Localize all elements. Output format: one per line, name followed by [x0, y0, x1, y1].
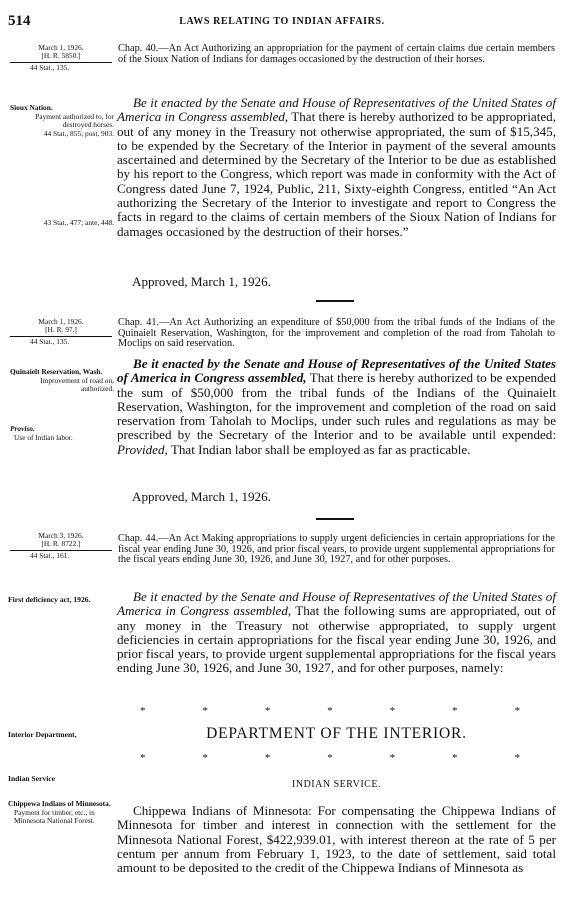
asterisk: *: [202, 752, 208, 764]
asterisk: *: [327, 705, 333, 717]
page-header: [8, 13, 556, 31]
chapter-44-heading: Chap. 44.—An Act Making appropriations to supply urgent deficiencies in certain appropriations for the fiscal year ending June 30, 1926, and prior fiscal years, to provide urgent supplemental appropriations for the fiscal years ending June 30, 1926, and June 30, 1927, and for other purposes.: [118, 533, 555, 566]
margin-note: Indian Service: [8, 774, 56, 783]
margin-note: Payment authorized to, for destroyed horses.: [35, 111, 114, 130]
asterisk: *: [140, 705, 146, 717]
chapter-41-body: [117, 357, 556, 457]
asterisk: *: [514, 752, 520, 764]
margin-note: Improvement of road on, authorized.: [40, 375, 114, 394]
proviso-word: Provided,: [117, 441, 168, 457]
asterisk: *: [264, 752, 271, 764]
chapter-44-stat: 44 Stat., 161.: [30, 550, 70, 560]
chapter-41-text: That there is hereby authorized to be expended the sum of $50,000 from the tribal funds of the Indians of the Quinaielt Reservation, Washington, for the improvement and completion of the road on said reservation from Taholah to Moclips, under such rules and regulations as may be prescribed by the Secretary of the Interior and to be available until expended:: [117, 370, 556, 443]
chapter-40-stat: 44 Stat., 135.: [30, 62, 70, 72]
chapter-40-margin-notes: [8, 104, 114, 138]
page-number: 514: [8, 13, 31, 29]
section-separator: [316, 518, 354, 520]
enacting-clause: Be it enacted by the Senate and House of Representatives of the United States of America in Congress assembled,: [117, 95, 556, 125]
asterisk: *: [452, 752, 458, 764]
enacting-clause: Be it enacted by the Senate and House of Representatives of the United States of America in Congress assembled,: [117, 356, 556, 386]
asterisk: *: [202, 705, 208, 717]
chapter-40-heading: Chap. 40.—An Act Authorizing an appropriation for the payment of certain claims due certain members of the Sioux Nation of Indians for damages occasioned by the destruction of their horses.: [118, 43, 555, 65]
chapter-41-margin-notes: [8, 368, 114, 394]
margin-note: Chippewa Indians of Minnesota.: [8, 799, 111, 808]
asterisk: *: [389, 705, 396, 717]
margin-note: 44 Stat., 855; post, 903.: [43, 128, 114, 138]
chapter-41-date: March 1, 1926.: [38, 317, 84, 326]
asterisk: *: [140, 752, 146, 764]
margin-note: Quinaielt Reservation, Wash.: [10, 367, 103, 376]
asterism-row: [140, 752, 520, 764]
chapter-41-citation: [10, 318, 112, 346]
chapter-44-text: That the following sums are appropriated, out of any money in the Treasury not otherwise appropriated, to supply urgent deficiencies in certain appropriations for the fiscal year ending June 30, 1926, and prior fiscal years, to provide urgent supplemental appropriations for the fiscal years ending June 30, 1926, and June 30, 1927, and for other purposes, namely:: [117, 603, 557, 676]
indian-service-heading: INDIAN SERVICE.: [292, 779, 381, 790]
chapter-40-citation: [10, 44, 112, 72]
margin-note: Sioux Nation.: [10, 103, 53, 112]
chapter-41-stat: 44 Stat., 135.: [30, 336, 70, 346]
chapter-44-date: March 3, 1926.: [38, 531, 84, 540]
chapter-41-proviso-notes: [8, 425, 114, 442]
margin-note: Proviso.: [10, 424, 35, 433]
running-title: LAWS RELATING TO INDIAN AFFAIRS.: [179, 16, 385, 27]
margin-note: Interior Department,: [8, 730, 77, 739]
enacting-clause: Be it enacted by the Senate and House of Representatives of the United States of America in Congress assembled,: [117, 589, 556, 619]
chapter-44-bill: [H. R. 8722.]: [41, 539, 81, 549]
asterisk: *: [327, 752, 333, 764]
chippewa-text: Chippewa Indians of Minnesota: For compensating the Chippewa Indians of Minnesota for timber and interest in connection with the settlement for the Minnesota National Forest, $422,939.01, with interest thereon at the rate of 5 per centum per annum from February 1, 1923, to the date of settlement, said total amount to be deposited to the credit of the Chippewa Indians of Minnesota as: [117, 803, 556, 876]
chapter-44-body: [117, 590, 556, 676]
margin-note: Use of Indian labor.: [14, 432, 73, 442]
section-separator: [316, 300, 354, 302]
chapter-41-bill: [H. R. 97.]: [45, 325, 77, 335]
chapter-41-approved: Approved, March 1, 1926.: [132, 489, 271, 504]
chapter-40-approved: Approved, March 1, 1926.: [132, 274, 271, 289]
asterism-row: [140, 705, 520, 717]
asterisk: *: [264, 705, 271, 717]
asterisk: *: [389, 752, 396, 764]
chapter-40-bill: [H. R. 5850.]: [41, 51, 81, 61]
department-heading: DEPARTMENT OF THE INTERIOR.: [206, 725, 467, 742]
margin-note: 43 Stat., 477; ante, 448.: [43, 218, 114, 227]
chapter-40-body: [117, 96, 556, 239]
margin-note: First deficiency act, 1926.: [8, 595, 91, 604]
chapter-40-date: March 1, 1926.: [38, 43, 84, 52]
chippewa-margin-notes: [8, 800, 114, 826]
margin-note: Payment for timber, etc., in Minnesota National Forest.: [14, 807, 95, 826]
chapter-41-heading: Chap. 41.—An Act Authorizing an expenditure of $50,000 from the tribal funds of the Indians of the Quinaielt Reservation, Washington, for the improvement and completion of the road from Taholah to Moclips on said reservation.: [118, 317, 555, 350]
chapter-40-text: That there is hereby authorized to be appropriated, out of any money in the Treasury not otherwise appropriated, the sum of $15,345, to be expended by the Secretary of the Interior in payment of the several amounts ascertained and determined by the Secretary of the Interior to be due as established by his report to the Congress, which report was made in conformity with the Act of Congress dated June 7, 1924, Public, 211, Sixty-eighth Congress, entitled “An Act authorizing the Secretary of the Interior to investigate and report to Congress the facts in regard to the claims of certain members of the Sioux Nation of Indians for damages occasioned by the destruction of their horses.”: [117, 109, 556, 239]
asterisk: *: [452, 705, 458, 717]
asterisk: *: [514, 705, 520, 717]
chapter-41-text: That Indian labor shall be employed as far as practicable.: [167, 441, 471, 457]
chippewa-body: [117, 804, 556, 875]
chapter-44-citation: [10, 532, 112, 560]
